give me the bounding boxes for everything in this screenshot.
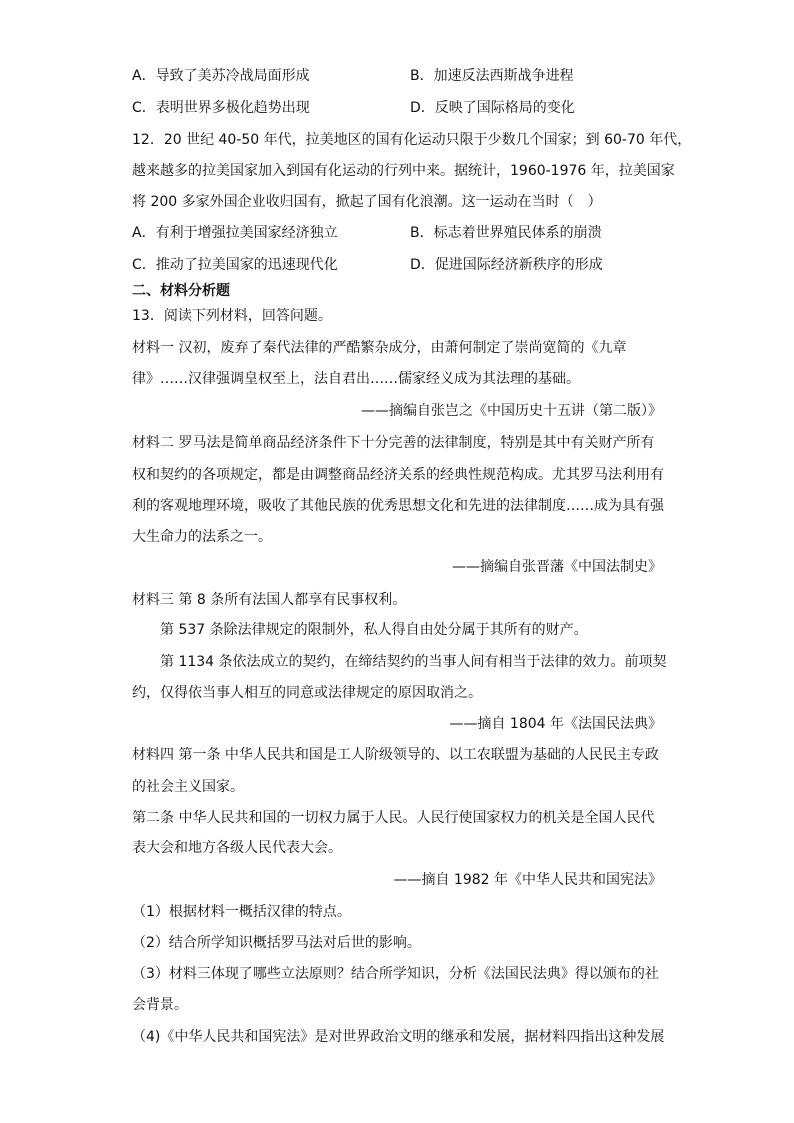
- material1-line: 材料一 汉初，废弃了秦代法律的严酷繁杂成分，由萧何制定了崇尚宽简的《九章: [132, 340, 627, 356]
- material3-line: 第 537 条除法律规定的限制外，私人得自由处分属于其所有的财产。: [160, 622, 588, 638]
- q12-option-c: C．推动了拉美国家的迅速现代化: [132, 257, 338, 273]
- q12-stem-line: 越来越多的拉美国家加入到国有化运动的行列中来。据统计，1960-1976 年，拉美国家: [132, 163, 675, 179]
- material4-line: 表大会和地方各级人民代表大会。: [132, 840, 342, 856]
- q11-option-a: A．导致了美苏冷战局面形成: [132, 68, 310, 84]
- q12-options-row1: [132, 223, 662, 243]
- material1-source: ——摘编自张岂之《中国历史十五讲（第二版）》: [361, 403, 662, 419]
- material2-line: 材料二 罗马法是简单商品经济条件下十分完善的法律制度，特别是其中有关财产所有: [132, 435, 655, 451]
- q12-option-b: B．标志着世界殖民体系的崩溃: [410, 225, 602, 241]
- material2-source: ——摘编自张晋藩《中国法制史》: [452, 559, 662, 575]
- material4-line: 第二条 中华人民共和国的一切权力属于人民。人民行使国家权力的机关是全国人民代: [132, 810, 655, 826]
- q12-option-d: D．促进国际经济新秩序的形成: [410, 257, 603, 273]
- q11-option-c: C．表明世界多极化趋势出现: [132, 100, 310, 116]
- q12-stem-line: 将 200 多家外国企业收归国有，掀起了国有化浪潮。这一运动在当时（ ）: [132, 194, 602, 210]
- q13-intro: 13．阅读下列材料，回答问题。: [132, 308, 332, 324]
- material2-line: 大生命力的法系之一。: [132, 529, 272, 545]
- material2-line: 权和契约的各项规定，都是由调整商品经济关系的经典性规范构成。尤其罗马法利用有: [132, 467, 664, 483]
- material4-line: 材料四 第一条 中华人民共和国是工人阶级领导的、以工农联盟为基础的人民民主专政: [132, 747, 659, 763]
- q11-option-d: D．反映了国际格局的变化: [410, 100, 575, 116]
- material3-line: 约，仅得依当事人相互的同意或法律规定的原因取消之。: [132, 685, 482, 701]
- material3-line: 第 1134 条依法成立的契约，在缔结契约的当事人间有相当于法律的效力。前项契: [160, 654, 667, 670]
- q12-option-a: A．有利于增强拉美国家经济独立: [132, 225, 338, 241]
- material3-source: ——摘自 1804 年《法国民法典》: [449, 716, 662, 732]
- material1-line: 律》……汉律强调皇权至上，法自君出……儒家经义成为其法理的基础。: [132, 371, 580, 387]
- q11-options-row1: [132, 66, 662, 86]
- q12-stem-line: 12．20 世纪 40-50 年代，拉美地区的国有化运动只限于少数几个国家；到 60-70 年代，: [132, 132, 692, 148]
- q13-subquestion: （1）根据材料一概括汉律的特点。: [132, 904, 351, 920]
- q13-subquestion: 会背景。: [132, 997, 188, 1013]
- material2-line: 利的客观地理环境，吸收了其他民族的优秀思想文化和先进的法律制度……成为具有强: [132, 498, 664, 514]
- q11-options-row2: [132, 98, 662, 118]
- material3-line: 材料三 第 8 条所有法国人都享有民事权利。: [132, 592, 407, 608]
- q13-subquestion: （3）材料三体现了哪些立法原则？结合所学知识，分析《法国民法典》得以颁布的社: [132, 966, 659, 982]
- q12-options-row2: [132, 255, 662, 275]
- q13-subquestion: （4)《中华人民共和国宪法》是对世界政治文明的继承和发展，据材料四指出这种发展: [132, 1029, 665, 1045]
- material4-line: 的社会主义国家。: [132, 779, 244, 795]
- q11-option-b: B．加速反法西斯战争进程: [410, 68, 574, 84]
- q13-subquestion: （2）结合所学知识概括罗马法对后世的影响。: [132, 935, 421, 951]
- material4-source: ——摘自 1982 年《中华人民共和国宪法》: [393, 872, 662, 888]
- section-title: 二、材料分析题: [132, 283, 230, 299]
